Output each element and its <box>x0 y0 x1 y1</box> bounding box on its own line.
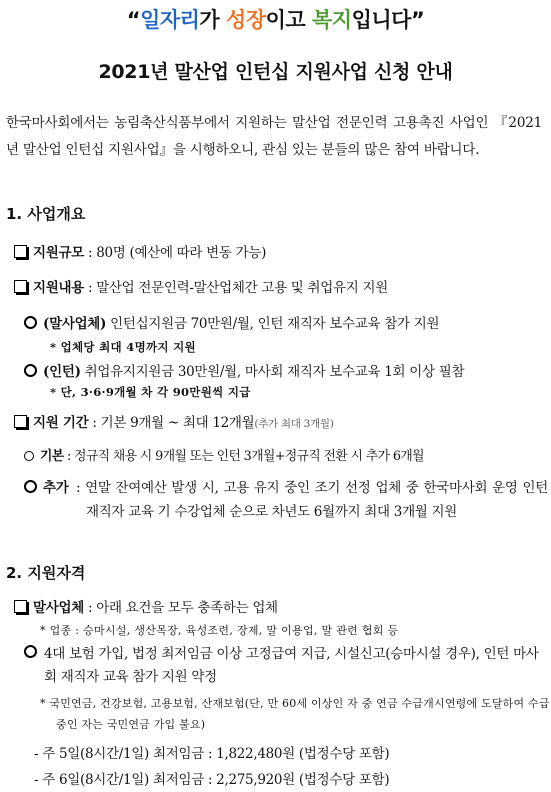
support-scale-label: 지원규모 <box>33 245 84 261</box>
support-period-text: : 기본 9개월 ~ 최대 12개월 <box>88 415 255 431</box>
period-extra-text: : 연말 잔여예산 발생 시, 고용 유지 중인 조기 선정 업체 중 한국마사회 운영 인턴 재직자 교육 기 수강업체 순으로 차년도 6월까지 최대 3개월 지원 <box>76 480 548 520</box>
checkbox-square-icon <box>14 280 27 293</box>
support-period-line <box>14 411 334 431</box>
page-title: 2021년 말산업 인턴십 지원사업 신청 안내 <box>98 61 453 83</box>
support-scale-text: : 80명 (예산에 따라 변동 가능) <box>83 245 267 261</box>
circle-bullet-icon <box>24 451 34 461</box>
slogan-text-1: 가 <box>199 8 227 32</box>
industry-note: * 업종 : 승마시설, 생산목장, 육성조련, 장제, 말 이용업, 말 관련 협회 등 <box>40 624 399 637</box>
support-content-label: 지원내용 <box>33 280 84 296</box>
checkbox-square-icon <box>14 245 27 258</box>
slogan-word-welfare: 복지 <box>312 8 352 32</box>
intern-support-line <box>24 360 464 380</box>
slogan-close-quote: ” <box>410 8 425 32</box>
section1-heading: 1. 사업개요 <box>6 205 86 223</box>
circle-bullet-icon <box>24 480 37 493</box>
checkbox-square-icon <box>14 415 27 428</box>
intern-support-note: * 단, 3·6·9개월 차 각 90만원씩 지급 <box>50 385 251 399</box>
period-extra-bullet <box>24 476 68 496</box>
support-content-line <box>14 276 388 296</box>
support-period-label: 지원 기간 <box>33 415 89 431</box>
checkbox-square-icon <box>14 600 27 613</box>
eligible-company-line <box>14 596 278 616</box>
circle-bullet-icon <box>24 316 37 329</box>
period-basic-label: 기본 <box>40 449 64 464</box>
min-wage-5day: - 주 5일(8시간/1일) 최저임금 : 1,822,480원 (법정수당 포함) <box>34 746 390 762</box>
section2-heading: 2. 지원자격 <box>6 564 86 582</box>
min-wage-6day: - 주 6일(8시간/1일) 최저임금 : 2,275,920원 (법정수당 포함) <box>34 772 390 788</box>
eligible-company-label: 말사업체 <box>33 600 84 616</box>
slogan-text-2: 이고 <box>265 8 312 32</box>
period-extra-label: 추가 <box>43 480 69 496</box>
slogan-heading <box>0 4 551 34</box>
support-content-text: : 말산업 전문인력-말산업체간 고용 및 취업유지 지원 <box>83 280 388 296</box>
support-period-note: (추가 최대 3개월) <box>254 418 334 430</box>
company-support-text: 인턴십지원금 70만원/월, 인턴 재직자 보수교육 참가 지원 <box>106 316 440 332</box>
intern-support-text: 취업유지지원금 30만원/월, 마사회 재직자 보수교육 1회 이상 필참 <box>80 364 465 380</box>
circle-bullet-icon <box>24 645 37 658</box>
eligible-company-text: : 아래 요건을 모두 충족하는 업체 <box>83 600 278 616</box>
slogan-open-quote: “ <box>126 8 141 32</box>
company-support-note: * 업체당 최대 4명까지 지원 <box>50 340 196 354</box>
slogan-word-growth: 성장 <box>226 8 266 32</box>
period-basic-text: : 정규직 채용 시 9개월 또는 인턴 3개월+정규직 전환 시 추가 6개월 <box>63 449 424 464</box>
insurance-note: * 국민연금, 건강보험, 고용보험, 산재보험(단, 만 60세 이상인 자 중 연금 수급개시연령에 도달하여 수급 중인 자는 국민연금 가입 불요) <box>40 697 550 731</box>
slogan-word-jobs: 일자리 <box>140 8 200 32</box>
circle-bullet-icon <box>24 364 37 377</box>
company-support-line <box>24 312 439 332</box>
support-scale-line <box>14 241 266 261</box>
company-support-label: (말사업체) <box>43 316 107 332</box>
requirements-bullet <box>24 645 43 661</box>
requirements-text: 4대 보험 가입, 법정 최저임금 이상 고정급여 지급, 시설신고(승마시설 경우), 인턴 마사회 재직자 교육 참가 지원 약정 <box>44 646 539 685</box>
intro-paragraph: 한국마사회에서는 농림축산식품부에서 지원하는 말산업 전문인력 고용촉진 사업인 『2021년 말산업 인턴십 지원사업』을 시행하오니, 관심 있는 분들의 많은 참여 바랍니다. <box>6 115 542 158</box>
intern-support-label: (인턴) <box>43 364 81 380</box>
slogan-text-3: 입니다 <box>351 8 411 32</box>
period-basic-line <box>24 445 424 464</box>
